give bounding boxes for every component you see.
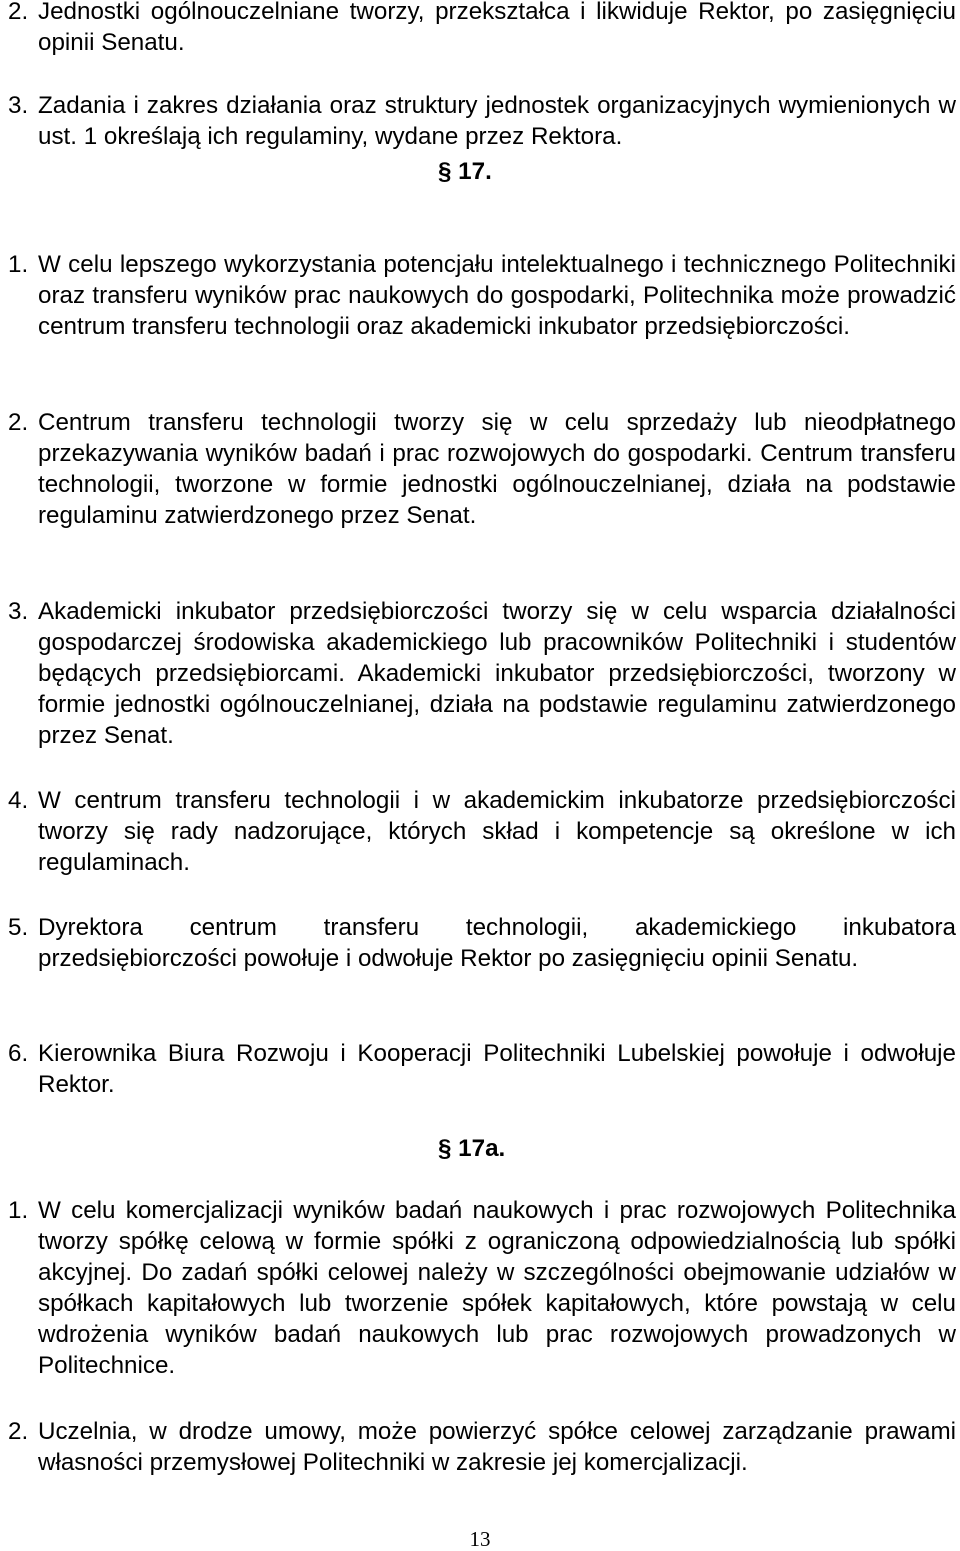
section-17-paragraph-3 (8, 596, 956, 751)
paragraph-number: 4. (8, 787, 29, 814)
paragraph-number: 1. (8, 1197, 29, 1224)
paragraph-text: Akademicki inkubator przedsiębiorczości tworzy się w celu wsparcia działalności gospodarczej środowiska akademickiego lub pracowników Politechniki i studentów będących przedsiębiorcami. Akademicki inkubator przedsiębiorczości, tworzony w formie jednostki ogólnouczelnianej, działa na podstawie regulaminu zatwierdzonego przez Senat. (38, 598, 956, 749)
paragraph-text: Centrum transferu technologii tworzy się w celu sprzedaży lub nieodpłatnego przekazywania wyników badań i prac rozwojowych do gospodarki. Centrum transferu technologii, tworzone w formie jednostki ogólnouczelnianej, działa na podstawie regulaminu zatwierdzonego przez Senat. (38, 409, 956, 529)
paragraph-number: 3. (8, 598, 29, 625)
paragraph-number: 2. (8, 1418, 29, 1445)
paragraph-number: 2. (8, 409, 29, 436)
paragraph-text: W celu komercjalizacji wyników badań naukowych i prac rozwojowych Politechnika tworzy spółkę celową w formie spółki z ograniczoną odpowiedzialnością lub spółki akcyjnej. Do zadań spółki celowej należy w szczególności obejmowanie udziałów w spółkach kapitałowych lub tworzenie spółek kapitałowych, które powstają w celu wdrożenia wyników badań naukowych lub prac rozwojowych prowadzonych w Politechnice. (38, 1197, 956, 1379)
paragraph-text: W centrum transferu technologii i w akademickim inkubatorze przedsiębiorczości tworzy się rady nadzorujące, których skład i kompetencje są określone w ich regulaminach. (38, 787, 956, 876)
paragraph-3 (8, 90, 956, 152)
paragraph-number: 3. (8, 92, 29, 119)
section-heading-17: § 17. (438, 158, 492, 185)
paragraph-text: Jednostki ogólnouczelniane tworzy, przekształca i likwiduje Rektor, po zasięgnięciu opinii Senatu. (38, 0, 956, 56)
paragraph-text: Zadania i zakres działania oraz struktury jednostek organizacyjnych wymienionych w ust. 1 określają ich regulaminy, wydane przez Rektora. (38, 92, 956, 150)
paragraph-2 (8, 0, 956, 58)
paragraph-number: 5. (8, 914, 29, 941)
section-17-paragraph-2 (8, 407, 956, 531)
section-17-paragraph-6 (8, 1038, 956, 1100)
section-17-paragraph-4 (8, 785, 956, 878)
paragraph-number: 2. (8, 0, 29, 25)
section-17-paragraph-1 (8, 249, 956, 342)
section-17a-paragraph-2 (8, 1416, 956, 1478)
section-17-paragraph-5 (8, 912, 956, 974)
paragraph-text: W celu lepszego wykorzystania potencjału intelektualnego i technicznego Politechniki oraz transferu wyników prac naukowych do gospodarki, Politechnika może prowadzić centrum transferu technologii oraz akademicki inkubator przedsiębiorczości. (38, 251, 956, 340)
section-17a-paragraph-1 (8, 1195, 956, 1381)
paragraph-number: 1. (8, 251, 29, 278)
paragraph-text: Uczelnia, w drodze umowy, może powierzyć spółce celowej zarządzanie prawami własności przemysłowej Politechniki w zakresie jej komercjalizacji. (38, 1418, 956, 1476)
paragraph-number: 6. (8, 1040, 29, 1067)
page-number: 13 (469, 1527, 491, 1551)
section-heading-17a: § 17a. (438, 1135, 506, 1162)
paragraph-text: Kierownika Biura Rozwoju i Kooperacji Politechniki Lubelskiej powołuje i odwołuje Rektor. (38, 1040, 956, 1098)
paragraph-text: Dyrektora centrum transferu technologii, akademickiego inkubatora przedsiębiorczości powołuje i odwołuje Rektor po zasięgnięciu opinii Senatu. (38, 914, 956, 972)
